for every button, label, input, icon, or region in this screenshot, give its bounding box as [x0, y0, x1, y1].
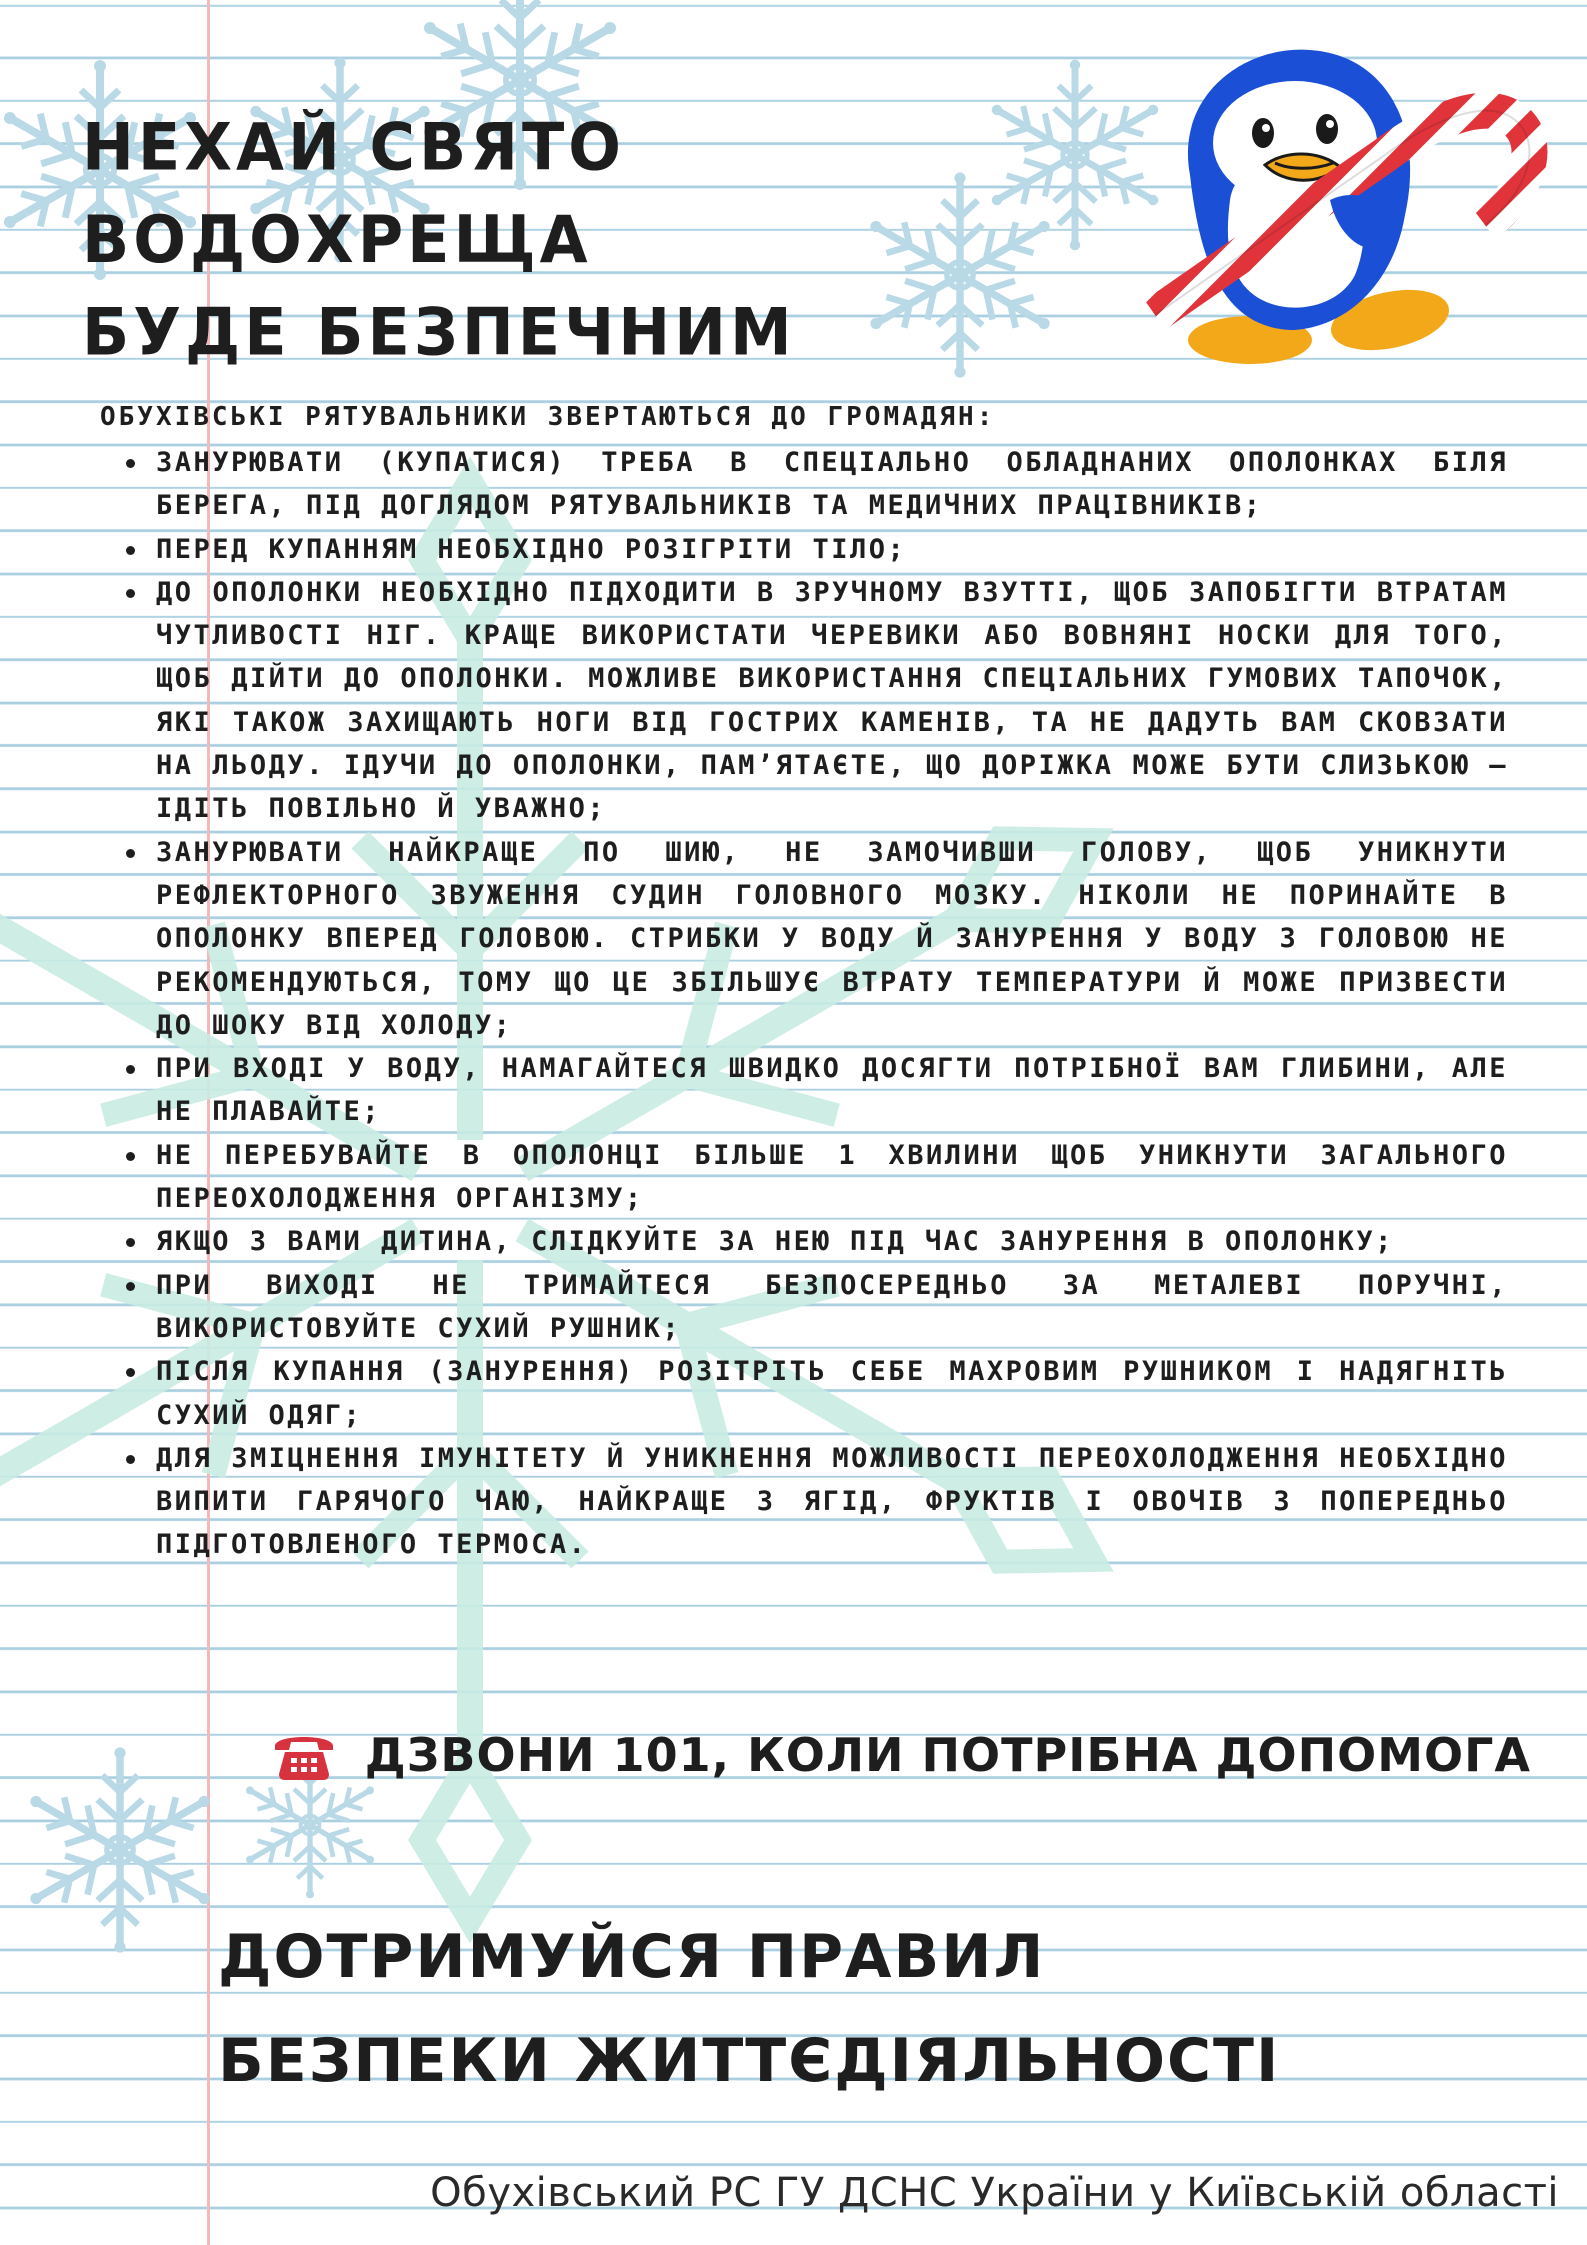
slogan-line-2: БЕЗПЕКИ ЖИТТЄДІЯЛЬНОСТІ: [218, 2026, 1281, 2096]
rule-item: ЗАНУРЮВАТИ НАЙКРАЩЕ ПО ШИЮ, НЕ ЗАМОЧИВШИ ГОЛОВУ, ЩОБ УНИКНУТИ РЕФЛЕКТОРНОГО ЗВУЖЕННЯ СУДИН ГОЛОВНОГО МОЗКУ. НІКОЛИ НЕ ПОРИНАЙТЕ В ОПОЛОНКУ ВПЕРЕД ГОЛОВОЮ. СТРИБКИ У ВОДУ Й ЗАНУРЕННЯ У ВОДУ З ГОЛОВОЮ НЕ РЕКОМЕНДУЮТЬСЯ, ТОМУ ЩО ЦЕ ЗБІЛЬШУЄ ВТРАТУ ТЕМПЕРАТУРИ Й МОЖЕ ПРИЗВЕСТИ ДО ШОКУ ВІД ХОЛОДУ;: [118, 831, 1508, 1047]
rule-item: ПРИ ВИХОДІ НЕ ТРИМАЙТЕСЯ БЕЗПОСЕРЕДНЬО ЗА МЕТАЛЕВІ ПОРУЧНІ, ВИКОРИСТОВУЙТЕ СУХИЙ РУШНИК;: [118, 1264, 1508, 1351]
emergency-call-text: ДЗВОНИ 101, КОЛИ ПОТРІБНА ДОПОМОГА: [364, 1728, 1531, 1782]
rule-item: ПІСЛЯ КУПАННЯ (ЗАНУРЕННЯ) РОЗІТРІТЬ СЕБЕ МАХРОВИМ РУШНИКОМ І НАДЯГНІТЬ СУХИЙ ОДЯГ;: [118, 1350, 1508, 1437]
phone-icon: [271, 1728, 337, 1782]
footer-organization: Обухівський РС ГУ ДСНС України у Київській області: [430, 2170, 1559, 2216]
rule-item: ЗАНУРЮВАТИ (КУПАТИСЯ) ТРЕБА В СПЕЦІАЛЬНО ОБЛАДНАНИХ ОПОЛОНКАХ БІЛЯ БЕРЕГА, ПІД ДОГЛЯДОМ РЯТУВАЛЬНИКІВ ТА МЕДИЧНИХ ПРАЦІВНИКІВ;: [118, 441, 1508, 528]
slogan-line-1: ДОТРИМУЙСЯ ПРАВИЛ: [218, 1922, 1046, 1992]
title-line-1: НЕХАЙ СВЯТО ВОДОХРЕЩА: [82, 108, 625, 278]
rule-item: НЕ ПЕРЕБУВАЙТЕ В ОПОЛОНЦІ БІЛЬШЕ 1 ХВИЛИНИ ЩОБ УНИКНУТИ ЗАГАЛЬНОГО ПЕРЕОХОЛОДЖЕННЯ ОРГАНІЗМУ;: [118, 1134, 1508, 1221]
emergency-call-banner: [271, 1728, 1531, 1782]
rule-item: ДО ОПОЛОНКИ НЕОБХІДНО ПІДХОДИТИ В ЗРУЧНОМУ ВЗУТТІ, ЩОБ ЗАПОБІГТИ ВТРАТАМ ЧУТЛИВОСТІ НІГ. КРАЩЕ ВИКОРИСТАТИ ЧЕРЕВИКИ АБО ВОВНЯНІ НОСКИ ДЛЯ ТОГО, ЩОБ ДІЙТИ ДО ОПОЛОНКИ. МОЖЛИВЕ ВИКОРИСТАННЯ СПЕЦІАЛЬНИХ ГУМОВИХ ТАПОЧОК, ЯКІ ТАКОЖ ЗАХИЩАЮТЬ НОГИ ВІД ГОСТРИХ КАМЕНІВ, ТА НЕ ДАДУТЬ ВАМ СКОВЗАТИ НА ЛЬОДУ. ІДУЧИ ДО ОПОЛОНКИ, ПАМ’ЯТАЄТЕ, ЩО ДОРІЖКА МОЖЕ БУТИ СЛИЗЬКОЮ – ІДІТЬ ПОВІЛЬНО Й УВАЖНО;: [118, 571, 1508, 831]
penguin-icon: [1135, 25, 1575, 365]
intro-text: ОБУХІВСЬКІ РЯТУВАЛЬНИКИ ЗВЕРТАЮТЬСЯ ДО ГРОМАДЯН:: [100, 402, 996, 432]
rule-item: ПРИ ВХОДІ У ВОДУ, НАМАГАЙТЕСЯ ШВИДКО ДОСЯГТИ ПОТРІБНОЇ ВАМ ГЛИБИНИ, АЛЕ НЕ ПЛАВАЙТЕ;: [118, 1047, 1508, 1134]
title-line-2: БУДЕ БЕЗПЕЧНИМ: [82, 293, 796, 371]
safety-slogan: [218, 1905, 1280, 2113]
page-title: [82, 101, 1082, 378]
rule-item: ЯКЩО З ВАМИ ДИТИНА, СЛІДКУЙТЕ ЗА НЕЮ ПІД ЧАС ЗАНУРЕННЯ В ОПОЛОНКУ;: [118, 1220, 1508, 1263]
rule-item: ПЕРЕД КУПАННЯМ НЕОБХІДНО РОЗІГРІТИ ТІЛО;: [118, 528, 1508, 571]
rule-item: ДЛЯ ЗМІЦНЕННЯ ІМУНІТЕТУ Й УНИКНЕННЯ МОЖЛИВОСТІ ПЕРЕОХОЛОДЖЕННЯ НЕОБХІДНО ВИПИТИ ГАРЯЧОГО ЧАЮ, НАЙКРАЩЕ З ЯГІД, ФРУКТІВ І ОВОЧІВ З ПОПЕРЕДНЬО ПІДГОТОВЛЕНОГО ТЕРМОСА.: [118, 1437, 1508, 1567]
safety-rules-list: [118, 441, 1508, 1567]
